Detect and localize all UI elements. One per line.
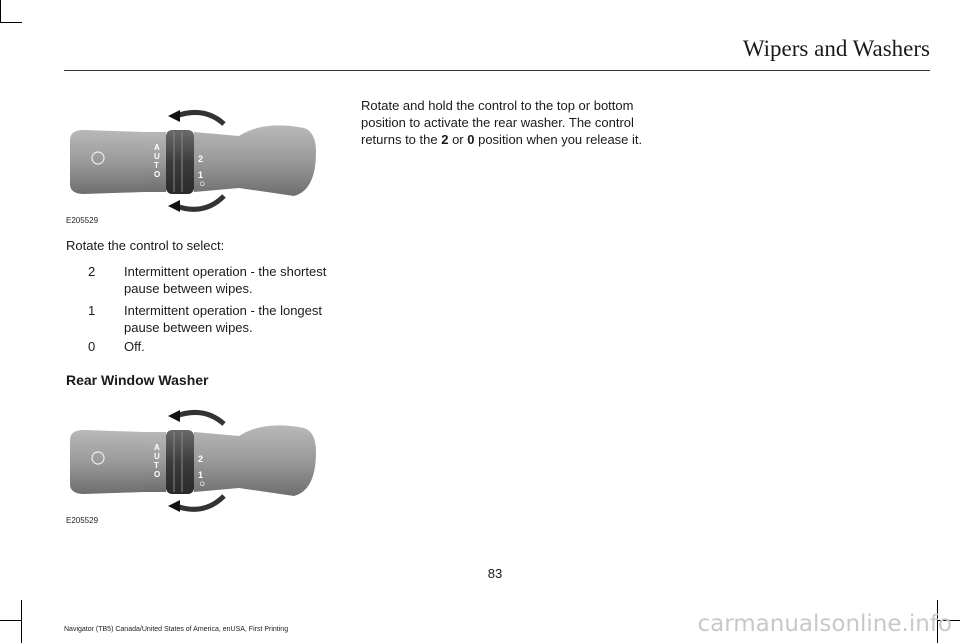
svg-text:1: 1 — [198, 470, 204, 480]
rear-washer-text — [361, 97, 651, 148]
wiper-stalk-figure — [64, 100, 334, 230]
item-number: 2 — [88, 264, 96, 279]
item-text: Intermittent operation - the longest pause between wipes. — [124, 303, 323, 335]
svg-text:O: O — [200, 482, 205, 488]
crop-mark — [0, 22, 22, 23]
watermark: carmanualsonline.info — [697, 611, 952, 637]
page-title: Wipers and Washers — [742, 36, 930, 61]
page-number: 83 — [487, 566, 503, 581]
svg-text:A: A — [154, 143, 160, 152]
crop-mark — [0, 0, 1, 22]
svg-text:U: U — [154, 452, 160, 461]
svg-text:O: O — [154, 470, 161, 479]
title-rule — [64, 70, 930, 71]
wiper-stalk-figure — [64, 400, 334, 530]
svg-text:2: 2 — [198, 454, 204, 464]
item-text: Intermittent operation - the shortest pause between wipes. — [124, 264, 327, 296]
svg-text:U: U — [154, 152, 160, 161]
figure-code: E205529 — [66, 216, 99, 225]
crop-mark — [21, 600, 22, 643]
item-text: Off. — [124, 339, 145, 354]
bold-run: 0 — [467, 132, 475, 147]
text-run: or — [448, 132, 468, 147]
item-number: 0 — [88, 339, 96, 354]
svg-text:T: T — [154, 161, 159, 170]
bold-run: 2 — [441, 132, 449, 147]
crop-mark — [0, 620, 22, 621]
svg-text:2: 2 — [198, 154, 204, 164]
svg-text:A: A — [154, 443, 160, 452]
section-heading: Rear Window Washer — [66, 372, 209, 388]
text-run: position when you release it. — [474, 132, 643, 147]
svg-text:T: T — [154, 461, 159, 470]
text-run: Rotate and hold the control to the top or bottom position to activate the rear washer. The control returns to the — [361, 98, 634, 147]
intro-text: Rotate the control to select: — [66, 238, 225, 253]
svg-text:1: 1 — [198, 170, 204, 180]
item-number: 1 — [88, 303, 96, 318]
footer-text: Navigator (TB5) Canada/United States of America, enUSA, First Printing — [64, 626, 289, 633]
svg-text:O: O — [154, 170, 161, 179]
figure-code: E205529 — [66, 516, 99, 525]
svg-text:O: O — [200, 182, 205, 188]
